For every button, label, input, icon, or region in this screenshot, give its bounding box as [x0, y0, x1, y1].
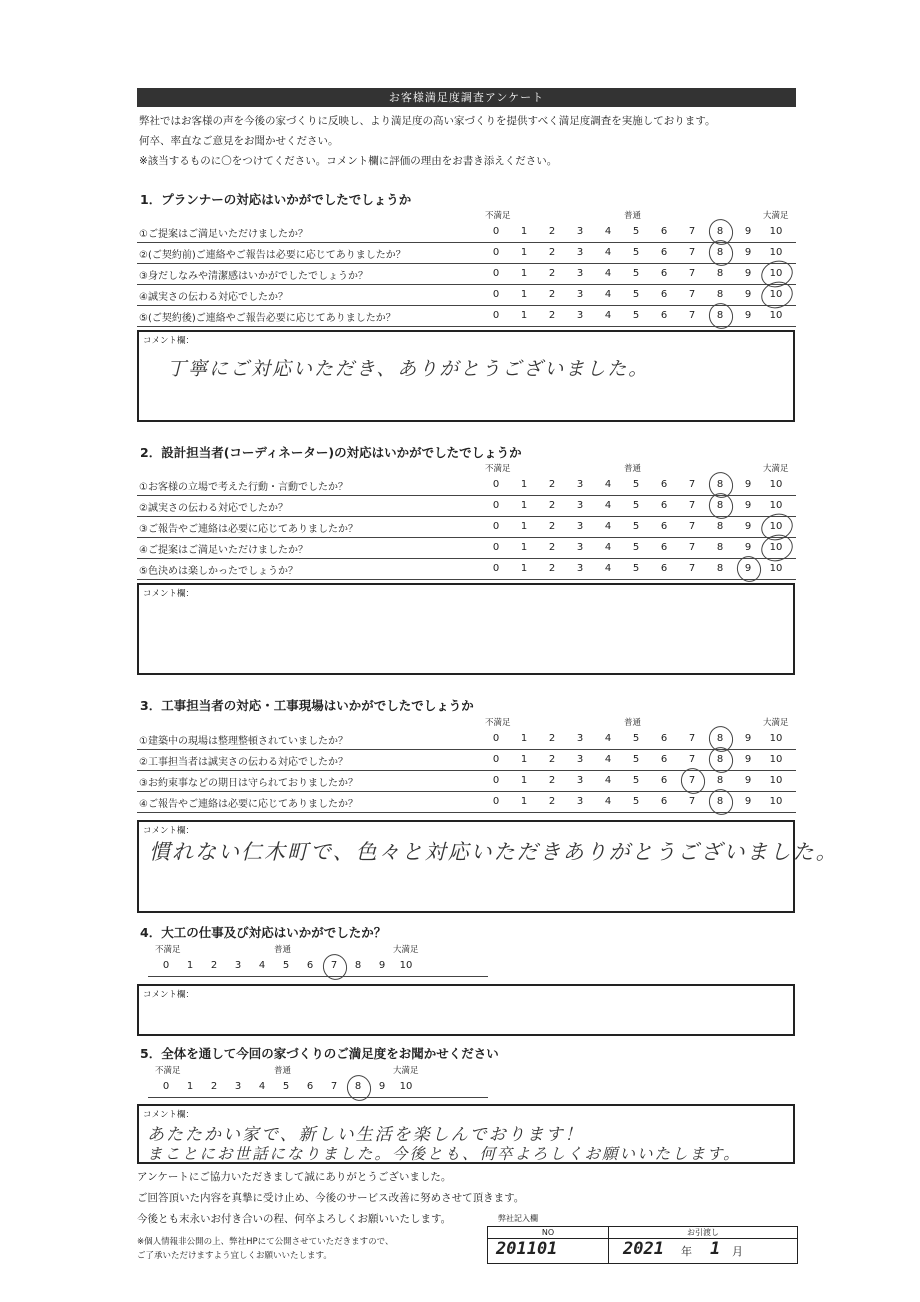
rating-number: 4: [604, 310, 612, 321]
rating-number: 2: [210, 1081, 218, 1092]
section-3-comment-box: [137, 820, 839, 913]
rating-number: 4: [258, 960, 266, 971]
section-1-scale-high: 大満足: [763, 211, 789, 221]
rating-number: 7: [688, 754, 696, 765]
question-row: [137, 306, 796, 327]
rating-number: 10: [769, 563, 783, 574]
rating-number: 1: [186, 1081, 194, 1092]
rating-number: 10: [769, 796, 783, 807]
rating-number: 7: [688, 500, 696, 511]
rating-number: 7: [688, 796, 696, 807]
rating-number: 3: [576, 542, 584, 553]
rating-number: 10: [769, 479, 783, 490]
rating-number: 1: [186, 960, 194, 971]
section-3-scale-low: 不満足: [485, 718, 511, 728]
rating-number: 8: [716, 226, 724, 237]
rating-number: 2: [548, 796, 556, 807]
rating-number: 8: [716, 500, 724, 511]
rating-number: 0: [492, 754, 500, 765]
section-4-rating-row: [148, 958, 488, 977]
rating-number: 6: [660, 310, 668, 321]
rating-number: 0: [162, 960, 170, 971]
rating-number: 2: [548, 268, 556, 279]
rating-number: 9: [744, 310, 752, 321]
rating-number: 5: [632, 521, 640, 532]
rating-number: 3: [234, 1081, 242, 1092]
rating-number: 5: [632, 542, 640, 553]
question-text: ③身だしなみや清潔感はいかがでしたでしょうか？: [139, 271, 368, 282]
rating-number: 10: [769, 521, 783, 532]
question-row: [137, 285, 796, 306]
rating-number: 0: [492, 521, 500, 532]
question-text: ①ご提案はご満足いただけましたか？: [139, 229, 308, 240]
rating-number: 10: [769, 310, 783, 321]
rating-number: 6: [306, 960, 314, 971]
rating-number: 3: [576, 479, 584, 490]
rating-number: 5: [632, 310, 640, 321]
rating-number: 7: [688, 289, 696, 300]
section-3-handwritten-comment: 慣れない仁木町で、色々と対応いただきありがとうございました。: [149, 840, 839, 864]
section-4-scale-high: 大満足: [393, 945, 419, 955]
office-use-box: [487, 1226, 798, 1264]
rating-number: 10: [769, 247, 783, 258]
rating-number: 2: [548, 563, 556, 574]
rating-number: 4: [604, 733, 612, 744]
rating-number: 6: [660, 226, 668, 237]
rating-number: 1: [520, 754, 528, 765]
rating-number: 2: [548, 226, 556, 237]
rating-number: 4: [604, 247, 612, 258]
rating-number: 7: [688, 563, 696, 574]
privacy-note-2: ご了承いただけますよう宜しくお願いいたします。: [137, 1251, 332, 1261]
rating-number: 5: [632, 247, 640, 258]
rating-number: 0: [162, 1081, 170, 1092]
office-year-value: 2021: [623, 1239, 664, 1259]
office-month-unit: 月: [732, 1245, 743, 1258]
question-row: [137, 771, 796, 792]
rating-number: 10: [769, 754, 783, 765]
rating-number: 7: [688, 733, 696, 744]
rating-number: 5: [632, 775, 640, 786]
rating-number: 2: [548, 775, 556, 786]
question-text: ③ご報告やご連絡は必要に応じてありましたか？: [139, 524, 358, 535]
rating-number: 8: [716, 247, 724, 258]
rating-number: 1: [520, 563, 528, 574]
rating-number: 6: [660, 268, 668, 279]
rating-number: 8: [716, 542, 724, 553]
question-row: [137, 792, 796, 813]
section-3-scale-high: 大満足: [763, 718, 789, 728]
question-text: ④誠実さの伝わる対応でしたか？: [139, 292, 288, 303]
rating-number: 2: [548, 521, 556, 532]
rating-number: 7: [688, 479, 696, 490]
section-4-comment-box: [137, 984, 795, 1036]
office-handover-header: お引渡し: [609, 1227, 797, 1239]
rating-number: 5: [632, 289, 640, 300]
rating-number: 3: [576, 733, 584, 744]
section-5-title: 5．全体を通して今回の家づくりのご満足度をお聞かせください: [140, 1046, 499, 1061]
rating-number: 2: [548, 247, 556, 258]
rating-number: 0: [492, 775, 500, 786]
rating-number: 10: [769, 289, 783, 300]
section-1-title: 1．プランナーの対応はいかがでしたでしょうか: [140, 192, 412, 207]
rating-number: 0: [492, 226, 500, 237]
question-row: [137, 729, 796, 750]
question-text: ⑤色決めは楽しかったでしょうか？: [139, 566, 298, 577]
rating-number: 0: [492, 310, 500, 321]
rating-number: 9: [378, 1081, 386, 1092]
rating-number: 3: [576, 226, 584, 237]
rating-number: 7: [688, 310, 696, 321]
closing-line-3: 今後とも末永いお付き合いの程、何卒よろしくお願いいたします。: [137, 1213, 452, 1225]
rating-number: 0: [492, 500, 500, 511]
rating-number: 9: [744, 247, 752, 258]
rating-number: 6: [660, 796, 668, 807]
rating-number: 2: [548, 500, 556, 511]
rating-number: 0: [492, 247, 500, 258]
question-row: [137, 750, 796, 771]
section-5-scale-mid: 普通: [274, 1066, 292, 1076]
rating-number: 6: [660, 289, 668, 300]
section-2-comment-box: [137, 583, 795, 675]
section-5-handwritten-comment-line: あたたかい家で、新しい生活を楽しんでおります！: [147, 1125, 584, 1145]
section-2-scale-high: 大満足: [763, 464, 789, 474]
rating-number: 3: [576, 754, 584, 765]
rating-number: 7: [330, 1081, 338, 1092]
rating-number: 0: [492, 289, 500, 300]
intro-line-2: 何卒、率直なご意見をお聞かせください。: [139, 135, 339, 147]
question-row: [137, 559, 796, 580]
rating-number: 6: [660, 542, 668, 553]
rating-number: 2: [548, 289, 556, 300]
rating-number: 2: [548, 733, 556, 744]
rating-number: 7: [688, 542, 696, 553]
question-text: ①お客様の立場で考えた行動・言動でしたか？: [139, 482, 348, 493]
comment-label: コメント欄：: [143, 1110, 195, 1120]
section-4-title: 4．大工の仕事及び対応はいかがでしたか？: [140, 925, 387, 940]
rating-number: 8: [716, 268, 724, 279]
rating-number: 1: [520, 226, 528, 237]
rating-number: 10: [769, 775, 783, 786]
comment-label: コメント欄：: [143, 589, 195, 599]
rating-number: 3: [576, 563, 584, 574]
rating-number: 3: [576, 268, 584, 279]
rating-number: 8: [716, 310, 724, 321]
office-no-value: 201101: [496, 1239, 558, 1259]
rating-number: 10: [399, 960, 413, 971]
rating-number: 10: [769, 268, 783, 279]
section-4-scale-mid: 普通: [274, 945, 292, 955]
rating-number: 5: [632, 563, 640, 574]
privacy-note-1: ※個人情報非公開の上、弊社HPにて公開させていただきますので、: [137, 1237, 394, 1247]
rating-number: 4: [258, 1081, 266, 1092]
rating-number: 2: [548, 479, 556, 490]
rating-number: 9: [378, 960, 386, 971]
section-2-scale-low: 不満足: [485, 464, 511, 474]
rating-number: 6: [660, 247, 668, 258]
section-3-scale-mid: 普通: [624, 718, 642, 728]
rating-number: 5: [282, 960, 290, 971]
rating-number: 3: [576, 289, 584, 300]
rating-number: 3: [576, 247, 584, 258]
rating-number: 5: [632, 733, 640, 744]
rating-number: 7: [688, 226, 696, 237]
rating-number: 0: [492, 796, 500, 807]
question-row: [137, 264, 796, 285]
question-text: ②工事担当者は誠実さの伝わる対応でしたか？: [139, 757, 348, 768]
rating-number: 7: [688, 247, 696, 258]
rating-number: 8: [716, 479, 724, 490]
rating-number: 9: [744, 289, 752, 300]
section-5-comment-box: [137, 1104, 795, 1164]
rating-number: 6: [660, 521, 668, 532]
section-1-scale-low: 不満足: [485, 211, 511, 221]
closing-line-1: アンケートにご協力いただきまして誠にありがとうございました。: [137, 1171, 452, 1183]
rating-number: 9: [744, 226, 752, 237]
section-1-handwritten-comment: 丁寧にご対応いただき、ありがとうございました。: [167, 358, 650, 380]
rating-number: 1: [520, 521, 528, 532]
rating-number: 8: [716, 733, 724, 744]
rating-number: 3: [576, 796, 584, 807]
rating-number: 10: [399, 1081, 413, 1092]
rating-number: 1: [520, 500, 528, 511]
rating-number: 8: [354, 960, 362, 971]
office-month-value: 1: [710, 1239, 721, 1259]
rating-number: 9: [744, 479, 752, 490]
rating-number: 6: [660, 775, 668, 786]
rating-number: 4: [604, 226, 612, 237]
rating-number: 10: [769, 542, 783, 553]
rating-number: 9: [744, 796, 752, 807]
rating-number: 1: [520, 542, 528, 553]
rating-number: 9: [744, 268, 752, 279]
office-year-unit: 年: [681, 1245, 692, 1258]
intro-line-3: ※該当するものに〇をつけてください。コメント欄に評価の理由をお書き添えください。: [139, 155, 558, 167]
rating-number: 2: [210, 960, 218, 971]
rating-number: 0: [492, 268, 500, 279]
rating-number: 1: [520, 310, 528, 321]
rating-number: 8: [716, 754, 724, 765]
rating-number: 4: [604, 796, 612, 807]
rating-number: 10: [769, 733, 783, 744]
rating-number: 0: [492, 563, 500, 574]
rating-number: 1: [520, 479, 528, 490]
rating-number: 5: [632, 268, 640, 279]
question-row: [137, 538, 796, 559]
intro-line-1: 弊社ではお客様の声を今後の家づくりに反映し、より満足度の高い家づくりを提供すべく満足度調査を実施しております。: [139, 115, 716, 127]
rating-number: 9: [744, 500, 752, 511]
rating-number: 6: [660, 733, 668, 744]
rating-number: 1: [520, 796, 528, 807]
rating-number: 4: [604, 289, 612, 300]
rating-number: 6: [660, 479, 668, 490]
section-5-scale-high: 大満足: [393, 1066, 419, 1076]
rating-number: 9: [744, 733, 752, 744]
comment-label: コメント欄：: [143, 336, 195, 346]
rating-number: 4: [604, 479, 612, 490]
question-row: [137, 243, 796, 264]
rating-number: 1: [520, 268, 528, 279]
rating-number: 5: [282, 1081, 290, 1092]
question-text: ①建築中の現場は整理整頓されていましたか？: [139, 736, 348, 747]
rating-number: 1: [520, 775, 528, 786]
rating-number: 9: [744, 775, 752, 786]
rating-number: 5: [632, 754, 640, 765]
office-no-header: NO: [488, 1227, 609, 1239]
question-text: ②誠実さの伝わる対応でしたか？: [139, 503, 288, 514]
closing-line-2: ご回答頂いた内容を真摯に受け止め、今後のサービス改善に努めさせて頂きます。: [137, 1192, 525, 1204]
rating-number: 0: [492, 542, 500, 553]
comment-label: コメント欄：: [143, 990, 195, 1000]
rating-number: 9: [744, 542, 752, 553]
question-row: [137, 496, 796, 517]
rating-number: 2: [548, 310, 556, 321]
rating-number: 4: [604, 542, 612, 553]
rating-number: 3: [576, 500, 584, 511]
rating-number: 5: [632, 226, 640, 237]
rating-number: 6: [660, 563, 668, 574]
section-5-scale-low: 不満足: [155, 1066, 181, 1076]
rating-number: 7: [688, 775, 696, 786]
rating-number: 9: [744, 754, 752, 765]
rating-number: 7: [330, 960, 338, 971]
rating-number: 3: [576, 310, 584, 321]
rating-number: 2: [548, 542, 556, 553]
rating-number: 4: [604, 521, 612, 532]
comment-label: コメント欄：: [143, 826, 195, 836]
office-use-label: 弊社記入欄: [498, 1214, 538, 1223]
section-5-handwritten-comment-line: まことにお世話になりました。今後とも、何卒よろしくお願いいたします。: [147, 1145, 741, 1163]
rating-number: 10: [769, 500, 783, 511]
rating-number: 5: [632, 479, 640, 490]
rating-number: 7: [688, 268, 696, 279]
rating-number: 1: [520, 247, 528, 258]
rating-number: 7: [688, 521, 696, 532]
section-2-scale-mid: 普通: [624, 464, 642, 474]
question-text: ③お約束事などの期日は守られておりましたか？: [139, 778, 358, 789]
rating-number: 1: [520, 289, 528, 300]
section-2-title: 2．設計担当者(コーディネーター)の対応はいかがでしたでしょうか: [140, 445, 522, 460]
rating-number: 3: [576, 775, 584, 786]
survey-header: お客様満足度調査アンケート: [137, 88, 796, 107]
rating-number: 5: [632, 500, 640, 511]
section-5-rating-row: [148, 1079, 488, 1098]
question-row: [137, 222, 796, 243]
rating-number: 4: [604, 754, 612, 765]
rating-number: 8: [716, 563, 724, 574]
rating-number: 5: [632, 796, 640, 807]
section-1-scale-mid: 普通: [624, 211, 642, 221]
rating-number: 10: [769, 226, 783, 237]
rating-number: 1: [520, 733, 528, 744]
rating-number: 8: [716, 775, 724, 786]
section-3-title: 3．工事担当者の対応・工事現場はいかがでしたでしょうか: [140, 698, 474, 713]
question-row: [137, 475, 796, 496]
rating-number: 6: [660, 500, 668, 511]
rating-number: 4: [604, 563, 612, 574]
rating-number: 4: [604, 268, 612, 279]
rating-number: 8: [716, 521, 724, 532]
rating-number: 6: [660, 754, 668, 765]
rating-number: 3: [576, 521, 584, 532]
rating-number: 6: [306, 1081, 314, 1092]
rating-number: 9: [744, 563, 752, 574]
rating-number: 4: [604, 500, 612, 511]
rating-number: 0: [492, 479, 500, 490]
rating-number: 3: [234, 960, 242, 971]
rating-number: 2: [548, 754, 556, 765]
question-row: [137, 517, 796, 538]
rating-number: 8: [716, 796, 724, 807]
rating-number: 0: [492, 733, 500, 744]
section-4-scale-low: 不満足: [155, 945, 181, 955]
rating-number: 9: [744, 521, 752, 532]
rating-number: 8: [716, 289, 724, 300]
rating-number: 8: [354, 1081, 362, 1092]
rating-number: 4: [604, 775, 612, 786]
question-text: ⑤(ご契約後)ご連絡やご報告必要に応じてありましたか？: [139, 313, 396, 324]
section-1-comment-box: [137, 330, 795, 422]
question-text: ②(ご契約前)ご連絡やご報告は必要に応じてありましたか？: [139, 250, 406, 261]
question-text: ④ご報告やご連絡は必要に応じてありましたか？: [139, 799, 358, 810]
question-text: ④ご提案はご満足いただけましたか？: [139, 545, 308, 556]
